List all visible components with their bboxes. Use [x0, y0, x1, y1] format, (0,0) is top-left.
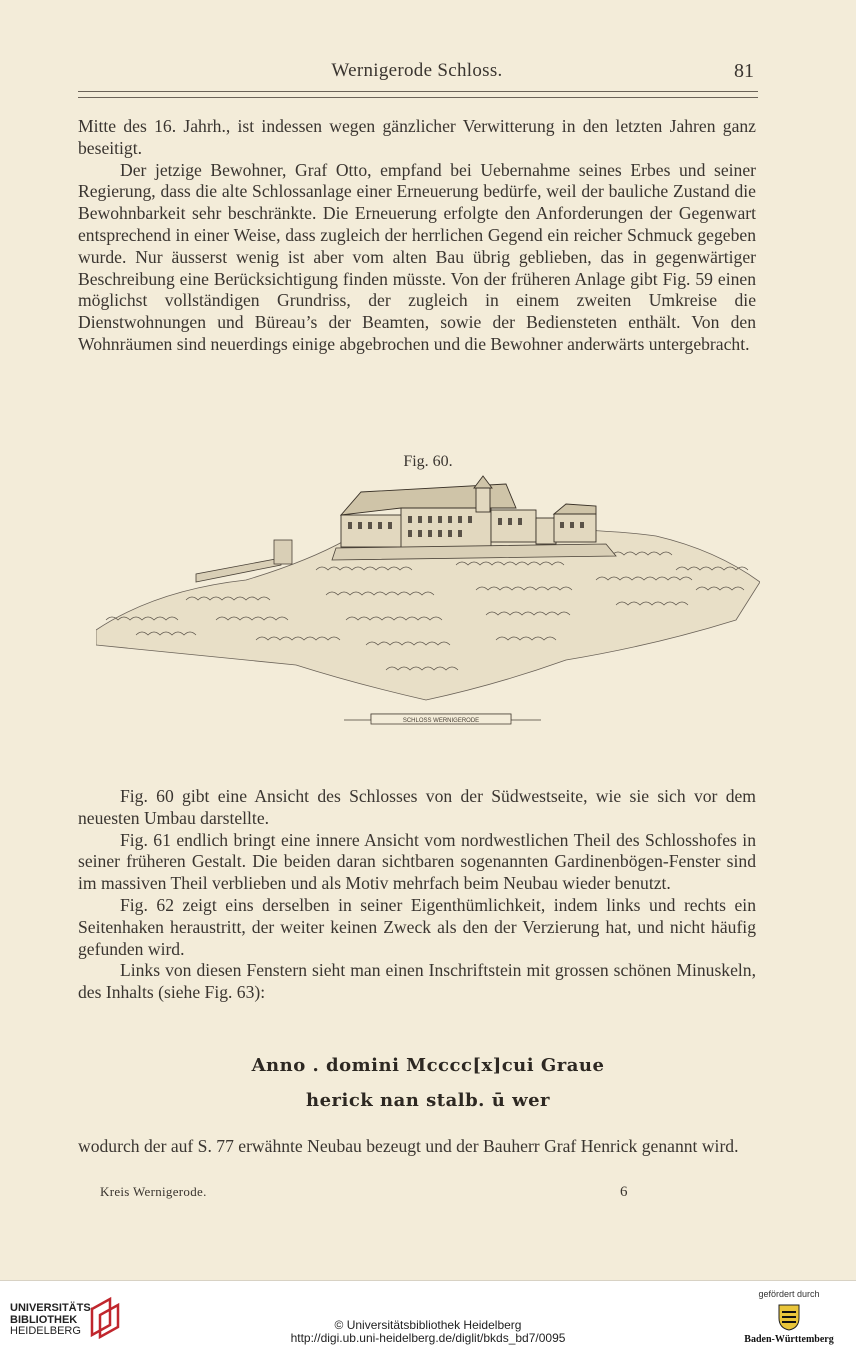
paragraph: Fig. 60 gibt eine Ansicht des Schlosses von der Südwestseite, wie sie sich vor dem neuesten Umbau darstellte.: [78, 786, 756, 828]
paragraph: Mitte des 16. Jahrh., ist indessen wegen gänzlicher Verwitterung in den letzten Jahren ganz beseitigt.: [78, 116, 756, 158]
text-block-bottom: [78, 1136, 756, 1158]
inscription-line-2: herick nan stalb. ū wer: [305, 1090, 550, 1111]
paragraph: wodurch der auf S. 77 erwähnte Neubau bezeugt und der Bauherr Graf Henrick genannt wird.: [78, 1136, 739, 1156]
signature-label: Kreis Wernigerode.: [100, 1184, 207, 1199]
page-number: 81: [734, 60, 754, 82]
permalink[interactable]: http://digi.ub.uni-heidelberg.de/diglit/bkds_bd7/0095: [290, 1331, 566, 1345]
text-block-middle: [78, 786, 756, 1004]
copyright-notice: © Universitätsbibliothek Heidelberg http://digi.ub.uni-heidelberg.de/diglit/bkds_bd7/0095: [0, 1319, 856, 1345]
signature-mark: 6: [620, 1184, 628, 1200]
castle-illustration: [96, 470, 760, 750]
paragraph: Der jetzige Bewohner, Graf Otto, empfand bei Uebernahme seines Erbes und seiner Regierung, dass die alte Schlossanlage einer Erneuerung bedürfe, weil der bauliche Zustand die Bewohnbarkeit sehr beschränkte. Die Erneuerung erfolgte den Anforderungen der Gegenwart entsprechend in einer Weise, dass zugleich der herrlichen Gegend ein reicher Schmuck gegeben wurde. Nur äusserst wenig ist aber vom alten Bau übrig geblieben, das in gegenwärtiger Beschreibung eine Berücksichtigung finden müsste. Von der früheren Anlage gibt Fig. 59 einen möglichst vollständigen Grundriss, der zugleich in einem zweiten Umkreise die Dienstwohnungen und Büreau’s der Beamten, sowie der Bediensteten enthält. Von den Wohnräumen sind neuerdings einige abgebrochen und die Bewohner anderwärts untergebracht.: [78, 159, 756, 354]
running-title: Wernigerode Schloss.: [331, 60, 503, 81]
figure-banner-text: SCHLOSS WERNIGERODE: [402, 718, 480, 724]
inscription-line-1: Anno . domini Mcccc[x]cui Graue: [251, 1055, 605, 1076]
coat-of-arms-icon: [776, 1302, 802, 1332]
figure-caption: Fig. 60.: [403, 453, 453, 470]
paragraph: Fig. 62 zeigt eins derselben in seiner Eigenthümlichkeit, indem links und rechts ein Seitenhaken heraustritt, der weiter keinen Zweck als den der Verzierung hat, und nicht häufig gefunden wird.: [78, 894, 756, 959]
digitization-footer: [0, 1280, 856, 1348]
library-logo-text: UNIVERSITÄTS- BIBLIOTHEK HEIDELBERG: [10, 1302, 95, 1337]
paragraph: Fig. 61 endlich bringt eine innere Ansicht vom nordwestlichen Theil des Schlosshofes in seiner früheren Gestalt. Die beiden daran sichtbaren sogenannten Gardinenbögen-Fenster sind im massiven Theil verblieben und als Motiv mehrfach beim Neubau wieder benutzt.: [78, 829, 756, 894]
paragraph: Links von diesen Fenstern sieht man einen Inschriftstein mit grossen schönen Minuskeln, des Inhalts (siehe Fig. 63):: [78, 960, 756, 1003]
sponsor-block: gefördert durch Baden-Württemberg: [744, 1289, 834, 1345]
running-head: [78, 60, 756, 88]
text-block-top: [78, 116, 756, 356]
header-double-rule: [78, 91, 758, 98]
